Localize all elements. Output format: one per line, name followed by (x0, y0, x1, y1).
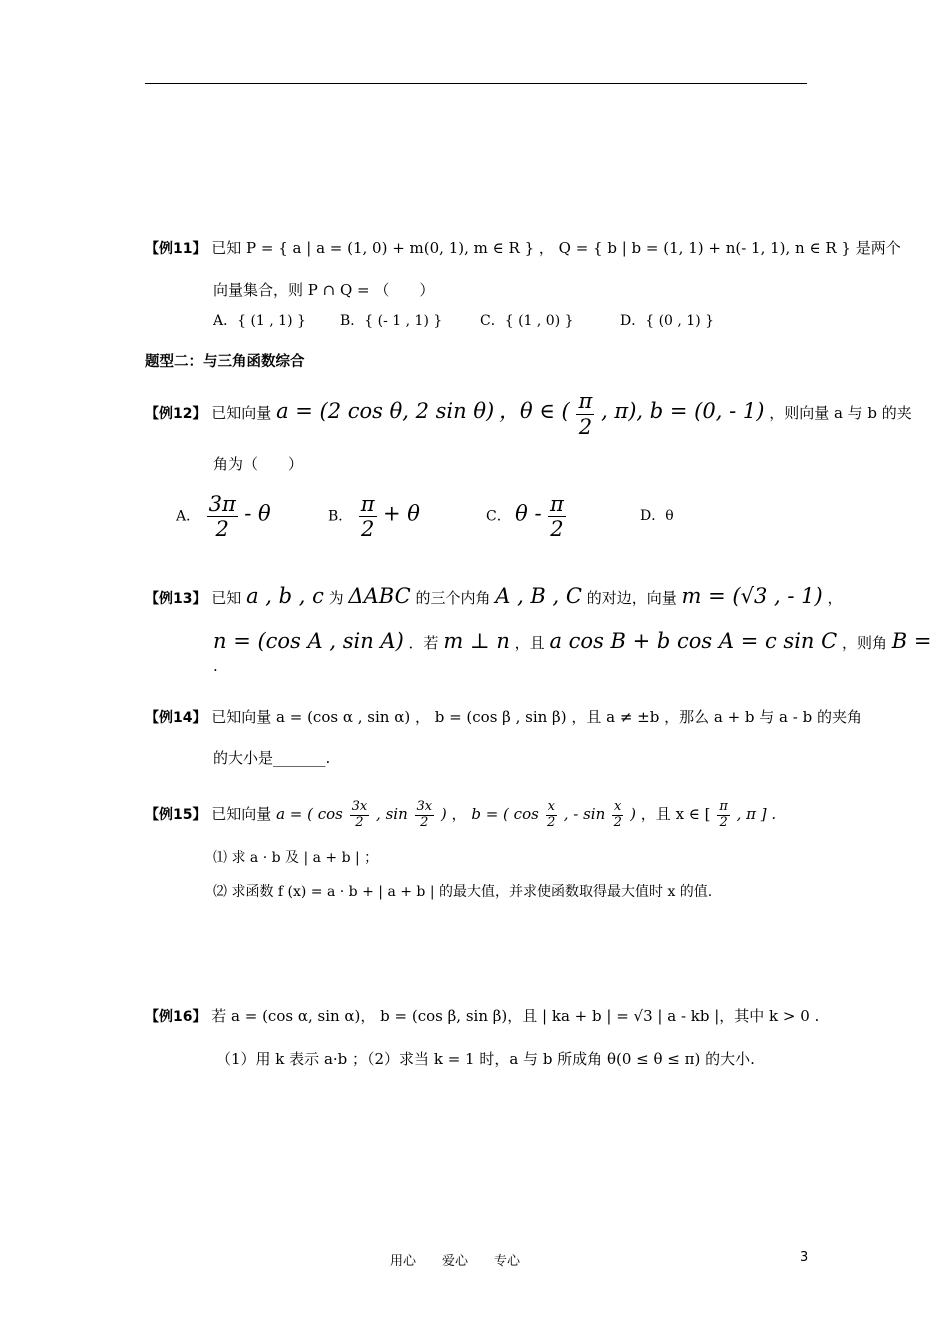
option-b: B．{ (- 1 , 1) } (340, 313, 443, 329)
math-expression: ，θ ∈ ( (498, 399, 570, 423)
section-heading: 题型二：与三角函数综合 (145, 354, 305, 370)
example-11-text: 已知 P = { a | a = (1, 0) + m(0, 1), m ∈ R } ， Q = { b | b = (1, 1) + n(- 1, 1), n ∈ R } 是两个 (211, 239, 901, 257)
example-tag: 【例16】 (145, 1009, 207, 1025)
example-16-line-1: 【例16】 若 a = (cos α, sin α)， b = (cos β, sin β)，且 | ka + b | = √3 | a - kb |，其中 k > 0 . (145, 1007, 820, 1025)
example-11-line-2 (213, 280, 434, 300)
example-12-text: 已知向量 (211, 404, 272, 422)
option-c: C． θ - $\frac{\pi}{2}$ (486, 492, 564, 542)
example-12-text: ，则向量 a 与 b 的夹 (769, 404, 912, 422)
example-12-line-1 (145, 388, 912, 439)
example-11-question: 向量集合，则 P ∩ Q = （ ） (213, 281, 435, 299)
example-15-question-1: ⑴ 求 a · b 及 | a + b | ； (213, 850, 379, 866)
example-tag: 【例13】 (145, 591, 207, 607)
example-11-line-1 (145, 238, 901, 259)
example-13-line-2: n = (cos A , sin A) ．若 m ⊥ n ，且 a cos B + b cos A = c sin C ，则角 B = (213, 629, 932, 653)
option-d: D．θ (640, 508, 674, 524)
example-13-line-1: 【例13】 已知 a , b , c 为 ΔABC 的三个内角 A , B , C 的对边，向量 m = (√3 , - 1) ， (145, 584, 843, 608)
example-tag: 【例14】 (145, 710, 207, 726)
math-expression: a = (2 cos θ, 2 sin θ) (276, 399, 495, 423)
example-16-line-2: （1）用 k 表示 a·b ；（2）求当 k = 1 时，a 与 b 所成角 θ(0 ≤ θ ≤ π) 的大小. (216, 1050, 755, 1068)
header-rule (145, 83, 807, 84)
option-c: C．{ (1 , 0) } (480, 313, 574, 329)
option-a: A． $\frac{3\pi}{2}$ - θ (176, 492, 271, 542)
example-14-line-1: 【例14】 已知向量 a = (cos α , sin α) ， b = (cos β , sin β) ，且 a ≠ ±b ，那么 a + b 与 a - b 的夹角 (145, 708, 862, 726)
example-15-line-1: 【例15】 已知向量 a = ( cos $\frac{3x}{2}$ , sin $\frac{3x}{2}$ ) ， b = ( cos $\frac{x}{2}$ , - sin $\frac{x}{2}$ ) ，且 x ∈ [ $\frac{\pi}{2}$ , π ] . (145, 798, 777, 830)
math-expression: , π), b = (0, - 1) (601, 399, 765, 423)
example-tag: 【例15】 (145, 807, 207, 823)
example-tag: 【例11】 (145, 241, 207, 257)
footer-slogan: 用心 爱心 专心 (390, 1254, 521, 1269)
example-15-question-2: ⑵ 求函数 f (x) = a · b + | a + b | 的最大值，并求使函数取得最大值时 x 的值. (213, 884, 713, 900)
option-b: B． $\frac{\pi}{2}$ + θ (328, 492, 420, 542)
page-number: 3 (800, 1250, 809, 1265)
option-d: D．{ (0 , 1) } (620, 313, 715, 329)
example-tag: 【例12】 (145, 406, 207, 422)
example-12-line-2: 角为（ ） (213, 455, 304, 473)
fraction: $\frac{\pi}{2}$ (578, 389, 593, 439)
example-14-line-2: 的大小是_______. (213, 749, 331, 767)
option-a: A．{ (1 , 1) } (213, 313, 306, 329)
trailing-dot: . (213, 657, 218, 675)
